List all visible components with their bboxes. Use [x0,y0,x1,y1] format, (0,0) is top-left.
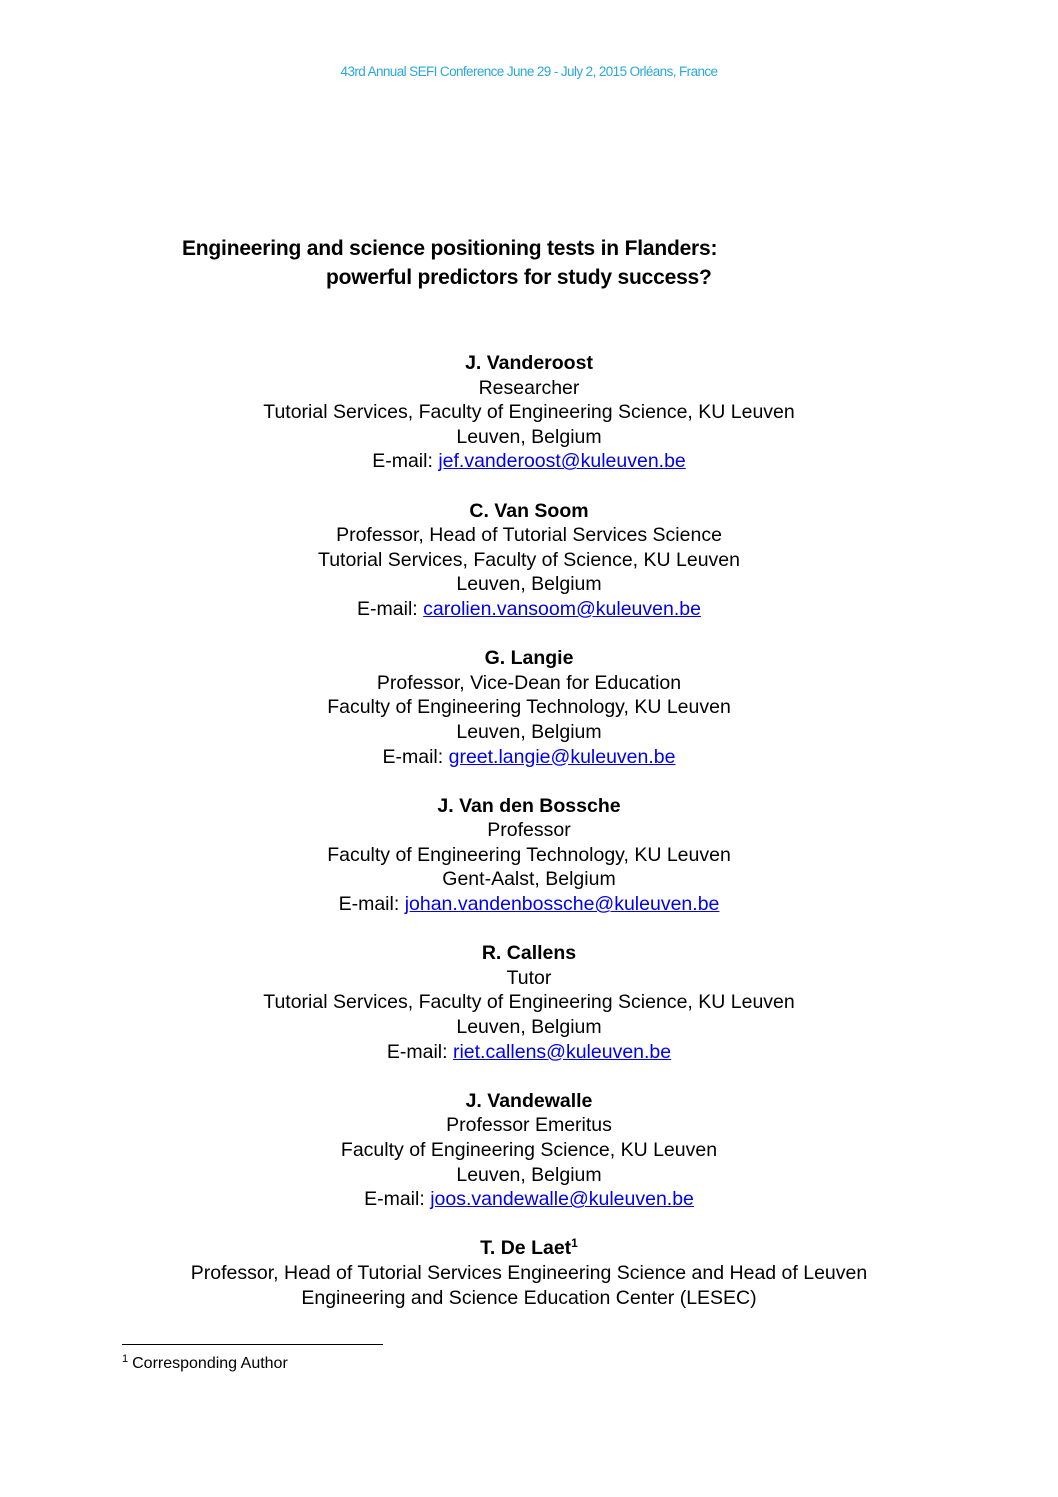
author-block [0,499,1058,622]
email-label: E-mail: [364,1188,431,1211]
author-email-link[interactable]: jef.vanderoost@kuleuven.be [438,450,686,473]
author-name: J. Vanderoost [465,352,593,374]
author-name: R. Callens [481,942,577,965]
paper-title [182,234,882,292]
author-email-line [0,1040,1058,1065]
footnote-marker: 1 [122,1353,129,1365]
author-location: Leuven, Belgium [456,425,602,448]
author-email-link[interactable]: riet.callens@kuleuven.be [452,1040,672,1063]
author-email-line [0,745,1058,770]
author-email-line [0,597,1058,622]
author-position: Professor, Head of Tutorial Services Science [336,524,722,547]
corresponding-author-name [0,1236,1058,1261]
email-label: E-mail: [372,450,439,473]
author-name: J. Vandewalle [465,1089,593,1112]
author-position: Tutor [506,966,552,989]
email-label: E-mail: [382,745,449,768]
title-line-1: Engineering and science positioning tests in Flanders: [182,237,718,260]
author-position-continued: Engineering and Science Education Center (LESEC) [301,1286,757,1309]
author-block [0,351,1058,474]
author-block [0,941,1058,1064]
footnote-reference[interactable]: 1 [571,1236,578,1251]
author-location: Leuven, Belgium [456,1016,602,1039]
footnote [122,1355,288,1373]
author-email-line [0,1187,1058,1212]
email-label: E-mail: [386,1040,453,1063]
author-email-link[interactable]: carolien.vansoom@kuleuven.be [423,597,701,620]
author-affiliation: Faculty of Engineering Science, KU Leuven [340,1139,718,1161]
email-label: E-mail: [357,597,424,620]
author-email-line [0,892,1058,917]
author-affiliation: Tutorial Services, Faculty of Engineering Science, KU Leuven [263,991,795,1014]
author-email-link[interactable]: greet.langie@kuleuven.be [448,745,676,768]
author-name: C. Van Soom [469,499,589,522]
author-block [0,1089,1058,1212]
author-name: G. Langie [484,647,574,670]
conference-header: 43rd Annual SEFI Conference June 29 - July 2, 2015 Orléans, France [340,64,718,79]
corresponding-author-block [0,1236,1058,1310]
author-location: Leuven, Belgium [456,573,602,596]
author-position: Professor [487,819,571,842]
author-position: Professor, Head of Tutorial Services Engineering Science and Head of Leuven [190,1261,868,1284]
footnote-divider [122,1344,383,1345]
author-email-link[interactable]: johan.vandenbossche@kuleuven.be [404,893,720,916]
author-position: Researcher [478,376,580,399]
email-label: E-mail: [338,893,405,916]
author-block [0,646,1058,769]
author-email-link[interactable]: joos.vandewalle@kuleuven.be [430,1188,694,1211]
author-affiliation: Faculty of Engineering Technology, KU Leuven [327,696,731,719]
author-affiliation: Tutorial Services, Faculty of Science, KU Leuven [318,548,740,571]
author-list [0,351,1058,1335]
author-location: Leuven, Belgium [456,1163,602,1186]
footnote-text: Corresponding Author [132,1355,288,1372]
author-block [0,794,1058,917]
author-position: Professor, Vice-Dean for Education [376,671,682,694]
author-position: Professor Emeritus [446,1114,612,1137]
author-location: Gent-Aalst, Belgium [442,868,616,891]
title-line-2: powerful predictors for study success? [326,266,712,289]
author-name: J. Van den Bossche [437,794,621,817]
author-name-text: T. De Laet [480,1237,572,1260]
author-affiliation: Faculty of Engineering Technology, KU Leuven [327,843,731,866]
author-affiliation: Tutorial Services, Faculty of Engineering Science, KU Leuven [263,401,795,424]
author-email-line [0,449,1058,474]
author-location: Leuven, Belgium [456,720,602,743]
